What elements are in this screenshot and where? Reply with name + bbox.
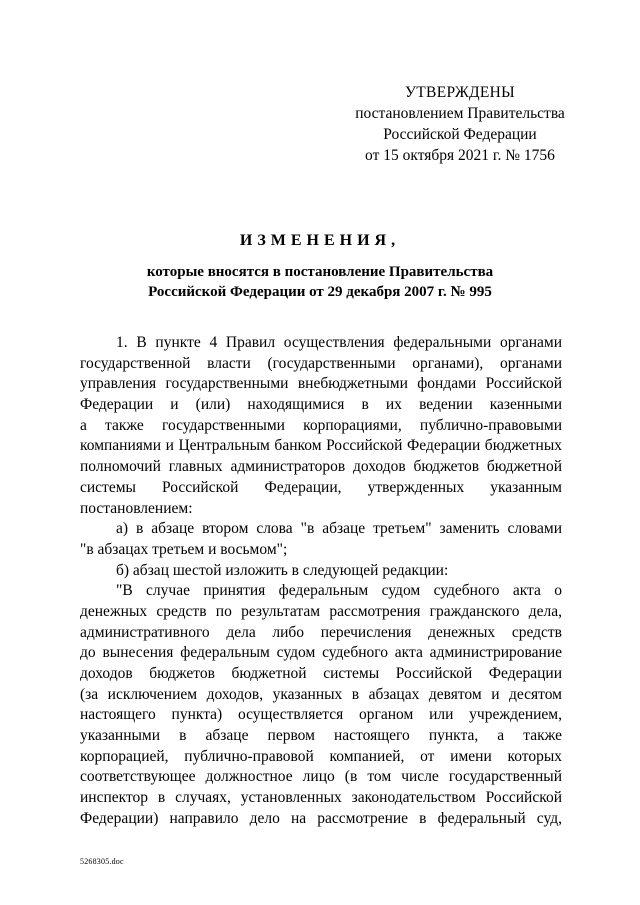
body-line: (за исключением доходов, указанных в абзацах девятом и десятом xyxy=(80,685,562,703)
body-line: б) абзац шестой изложить в следующей редакции: xyxy=(116,561,449,579)
body-line: 1. В пункте 4 Правил осуществления федеральными органами xyxy=(116,334,562,351)
body-line: Федерации и (или) находящимися в их ведении казенными xyxy=(80,396,562,414)
body-line: государственной власти (государственными органами), органами xyxy=(80,354,562,372)
document-body xyxy=(80,333,562,830)
document-title: ИЗМЕНЕНИЯ, xyxy=(239,232,401,249)
body-line: указанными в абзаце первом настоящего пункта, а также xyxy=(80,727,562,745)
body-line: компаниями и Центральным банком Российской Федерации бюджетных xyxy=(80,437,562,455)
approval-heading: УТВЕРЖДЕНЫ xyxy=(405,84,515,101)
document-subtitle xyxy=(0,262,640,302)
body-line: денежных средств по результатам рассмотрения гражданского дела, xyxy=(80,602,562,620)
body-line: доходов бюджетов бюджетной системы Российской Федерации xyxy=(80,665,562,682)
body-line: корпорацией, публично-правовой компанией, от имени которых xyxy=(80,747,562,765)
body-line: "в абзацах третьем и восьмом"; xyxy=(80,540,288,558)
body-line: полномочий главных администраторов доходов бюджетов бюджетной xyxy=(80,458,562,476)
subtitle-line-2: Российской Федерации от 29 декабря 2007 г. № 995 xyxy=(148,284,492,300)
body-line: до вынесения федеральным судом судебного акта администрирование xyxy=(80,644,562,662)
approval-block xyxy=(340,82,580,166)
body-line: административного дела либо перечисления денежных средств xyxy=(80,623,562,641)
body-line: а) в абзаце втором слова "в абзаце третьем" заменить словами xyxy=(116,520,562,538)
body-line: управления государственными внебюджетными фондами Российской xyxy=(80,375,562,393)
body-line: инспектор в случаях, установленных законодательством Российской xyxy=(80,789,562,807)
body-line: "В случае принятия федеральным судом судебного акта о xyxy=(116,582,562,600)
body-line: настоящего пункта) осуществляется органом или учреждением, xyxy=(80,706,562,724)
body-line: Федерации) направило дело на рассмотрение в федеральный суд, xyxy=(80,809,562,827)
approval-line-2: Российской Федерации xyxy=(383,126,537,143)
body-line: соответствующее должностное лицо (в том числе государственный xyxy=(80,768,562,786)
footer-filename: 5268305.doc xyxy=(80,857,124,866)
approval-line-1: постановлением Правительства xyxy=(355,105,565,122)
approval-line-3: от 15 октября 2021 г. № 1756 xyxy=(365,147,555,164)
subtitle-line-1: которые вносятся в постановление Правительства xyxy=(146,264,494,280)
body-line: а также государственными корпорациями, публично-правовыми xyxy=(80,416,562,434)
body-line: системы Российской Федерации, утвержденных указанным xyxy=(80,478,562,496)
body-line: постановлением: xyxy=(80,499,193,517)
